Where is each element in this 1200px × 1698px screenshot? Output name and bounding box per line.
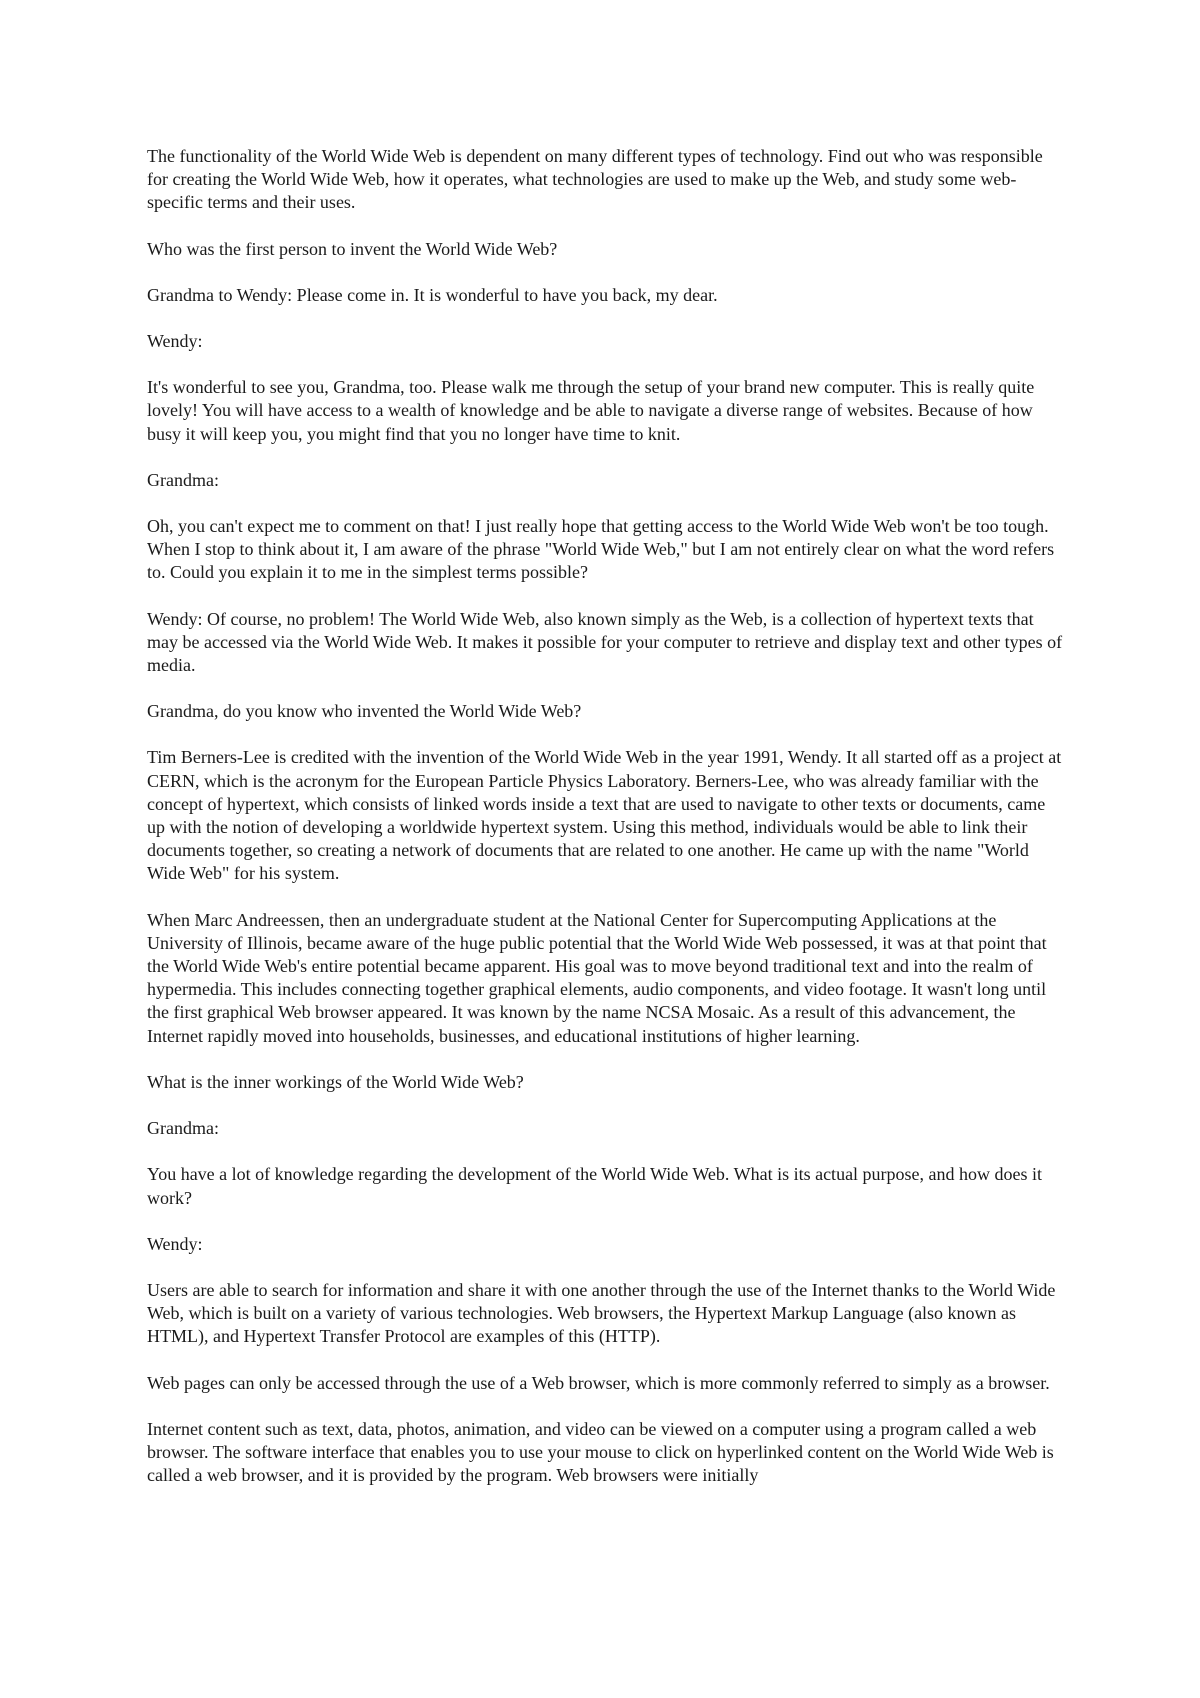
question-heading-first-inventor: Who was the first person to invent the World Wide Web?	[147, 238, 558, 259]
dialogue-paragraph: It's wonderful to see you, Grandma, too. Please walk me through the setup of your brand new computer. This is really quite lovely! You will have access to a wealth of knowledge and be able to navigate a diverse range of websites. Because of how busy it will keep you, you might find that you no longer have time to knit.	[147, 377, 1035, 444]
question-heading-inner-workings: What is the inner workings of the World Wide Web?	[147, 1071, 524, 1092]
speaker-label: Wendy:	[147, 331, 203, 352]
dialogue-paragraph: Wendy: Of course, no problem! The World Wide Web, also known simply as the Web, is a collection of hypertext texts that may be accessed via the World Wide Web. It makes it possible for your computer to retrieve and display text and other types of media.	[147, 608, 1063, 676]
dialogue-line: Grandma to Wendy: Please come in. It is wonderful to have you back, my dear.	[147, 284, 718, 305]
body-paragraph: When Marc Andreessen, then an undergraduate student at the National Center for Supercomputing Applications at the University of Illinois, became aware of the huge public potential that the World Wide Web possessed, it was at that point that the World Wide Web's entire potential became apparent. His goal was to move beyond traditional text and into the realm of hypermedia. This includes connecting together graphical elements, audio components, and video footage. It wasn't long until the first graphical Web browser appeared. It was known by the name NCSA Mosaic. As a result of this advancement, the Internet rapidly moved into households, businesses, and educational institutions of higher learning.	[147, 909, 1047, 1046]
speaker-label: Grandma:	[147, 469, 219, 490]
body-paragraph: Internet content such as text, data, photos, animation, and video can be viewed on a computer using a program called a web browser. The software interface that enables you to use your mouse to click on hyperlinked content on the World Wide Web is called a web browser, and it is provided by the program. Web browsers were initially	[147, 1418, 1054, 1486]
speaker-label: Wendy:	[147, 1233, 203, 1254]
intro-paragraph: The functionality of the World Wide Web is dependent on many different types of technology. Find out who was responsible for creating the World Wide Web, how it operates, what technologies are used to make up the Web, and study some web-specific terms and their uses.	[147, 146, 1043, 213]
body-paragraph: Tim Berners-Lee is credited with the invention of the World Wide Web in the year 1991, Wendy. It all started off as a project at CERN, which is the acronym for the European Particle Physics Laboratory. Berners-Lee, who was already familiar with the concept of hypertext, which consists of linked words inside a text that are used to navigate to other texts or documents, came up with the notion of developing a worldwide hypertext system. Using this method, individuals would be able to link their documents together, so creating a network of documents that are related to one another. He came up with the name "World Wide Web" for his system.	[147, 747, 1062, 884]
dialogue-line: Grandma, do you know who invented the World Wide Web?	[147, 701, 582, 722]
body-paragraph: Web pages can only be accessed through the use of a Web browser, which is more commonly referred to simply as a browser.	[147, 1372, 1050, 1393]
dialogue-paragraph: Oh, you can't expect me to comment on that! I just really hope that getting access to the World Wide Web won't be too tough. When I stop to think about it, I am aware of the phrase "World Wide Web," but I am not entirely clear on what the word refers to. Could you explain it to me in the simplest terms possible?	[147, 516, 1055, 583]
speaker-label: Grandma:	[147, 1118, 219, 1139]
body-paragraph: Users are able to search for information and share it with one another through the use of the Internet thanks to the World Wide Web, which is built on a variety of various technologies. Web browsers, the Hypertext Markup Language (also known as HTML), and Hypertext Transfer Protocol are examples of this (HTTP).	[147, 1279, 1056, 1347]
document-page	[147, 145, 1067, 1510]
dialogue-paragraph: You have a lot of knowledge regarding the development of the World Wide Web. What is its actual purpose, and how does it work?	[147, 1164, 1043, 1208]
